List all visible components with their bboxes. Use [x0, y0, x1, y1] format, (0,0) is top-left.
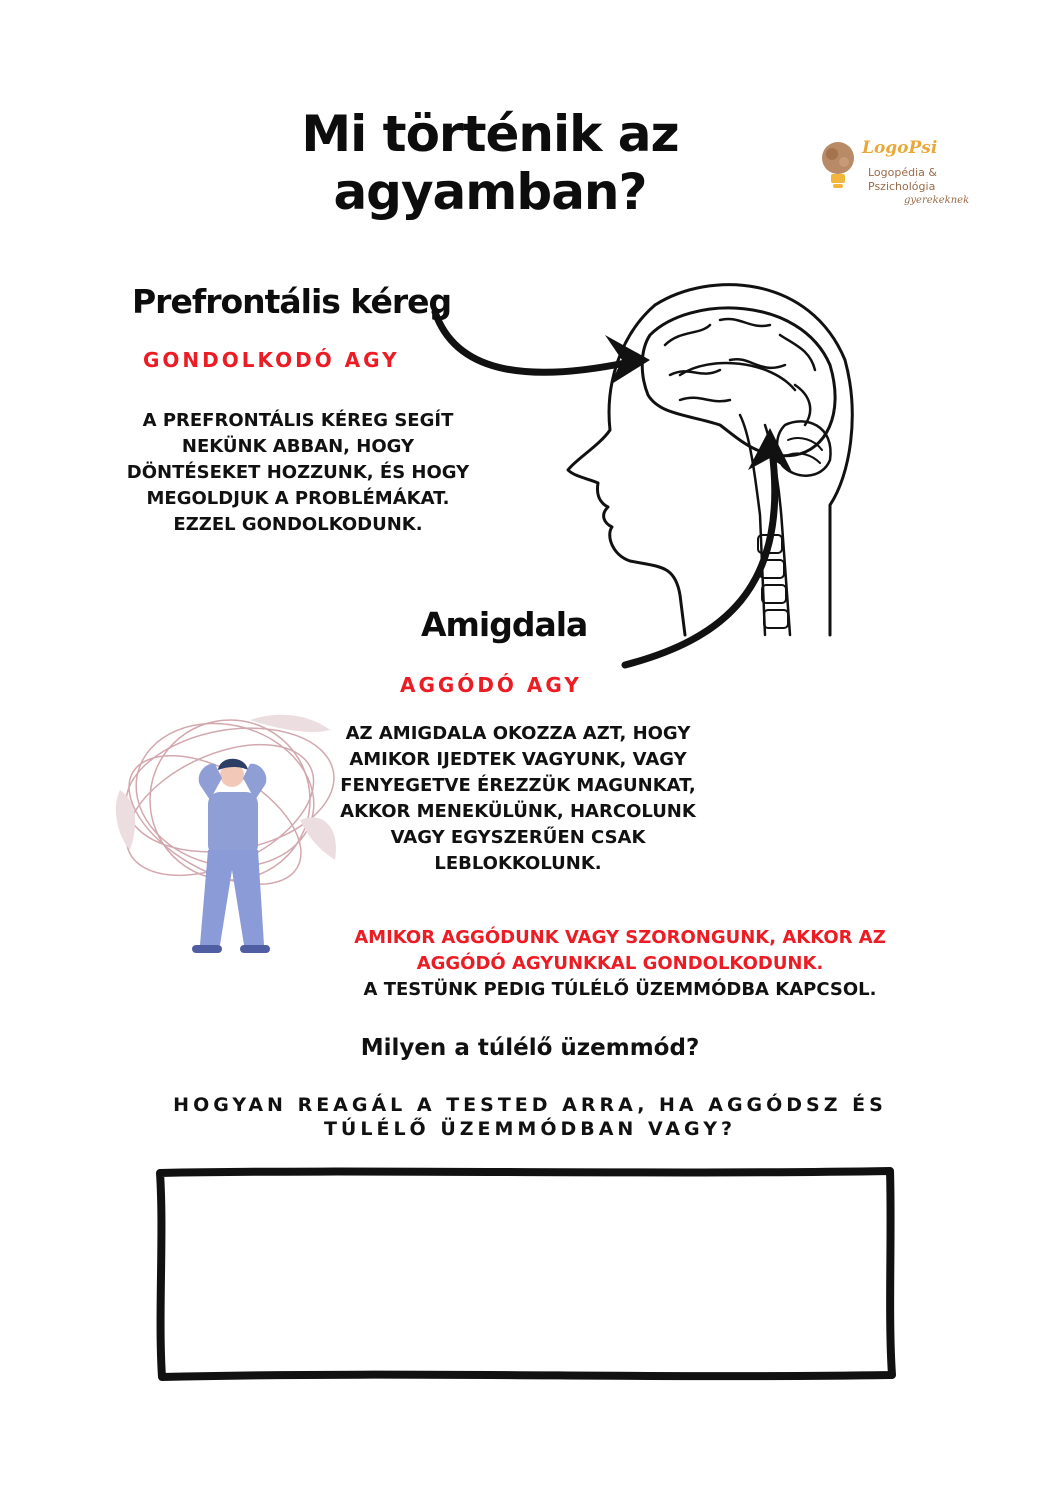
brain-head-illustration — [560, 265, 860, 645]
logo-name: LogoPsi — [862, 138, 938, 158]
page-title: Mi történik az agyamban? — [301, 105, 679, 221]
prefrontal-title: Prefrontális kéreg — [132, 282, 452, 321]
anxious-person-illustration — [110, 700, 350, 970]
logo-tagline-1: Logopédia & — [868, 166, 937, 179]
answer-box[interactable] — [154, 1165, 896, 1382]
amygdala-title: Amigdala — [421, 605, 588, 644]
prefrontal-body: A PREFRONTÁLIS KÉREG SEGÍT NEKÜNK ABBAN, HOGY DÖNTÉSEKET HOZZUNK, ÉS HOGY MEGOLDJUK A PROBLÉMÁKAT. EZZEL GONDOLKODUNK. — [126, 410, 470, 535]
amygdala-subtitle: AGGÓDÓ AGY — [400, 673, 582, 697]
warning-black-text: A TESTÜNK PEDIG TÚLÉLŐ ÜZEMMÓDBA KAPCSOL. — [363, 979, 877, 1000]
prefrontal-subtitle: GONDOLKODÓ AGY — [143, 348, 400, 372]
warning-red-text: AMIKOR AGGÓDUNK VAGY SZORONGUNK, AKKOR AZ AGGÓDÓ AGYUNKKAL GONDOLKODUNK. — [354, 927, 886, 974]
question-title: Milyen a túlélő üzemmód? — [360, 1035, 700, 1061]
question-prompt: HOGYAN REAGÁL A TESTED ARRA, HA AGGÓDSZ ÉS TÚLÉLŐ ÜZEMMÓDBAN VAGY? — [173, 1094, 887, 1140]
brain-bulb-icon — [822, 142, 854, 188]
amygdala-body: AZ AMIGDALA OKOZZA AZT, HOGY AMIKOR IJEDTEK VAGYUNK, VAGY FENYEGETVE ÉREZZÜK MAGUNKAT, AKKOR MENEKÜLÜNK, HARCOLUNK VAGY EGYSZERŰEN CSAK LEBLOKKOLUNK. — [340, 723, 696, 874]
warning-block — [330, 925, 910, 1003]
logo-tagline-3: gyerekeknek — [904, 195, 970, 206]
logo-tagline-2: Pszichológia — [868, 180, 936, 193]
